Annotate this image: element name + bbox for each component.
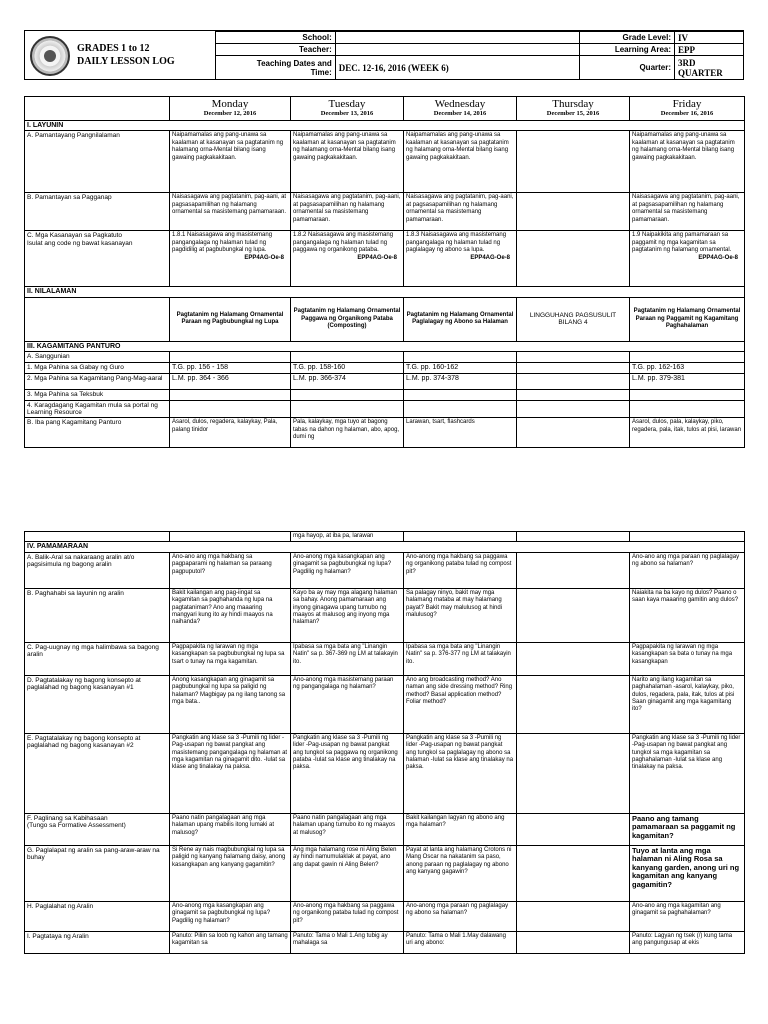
cell-guro-monday: T.G. pp. 156 - 158	[170, 362, 291, 373]
area-value: EPP	[675, 44, 744, 56]
cell-rc-monday: Pagpapakita ng larawan ng mga kasangkapan sa pagbubungkal ng lupa sa tsart o tunay na mga kagamitan.	[170, 642, 291, 675]
section-kagamitan: III. KAGAMITANG PANTURO	[25, 341, 745, 351]
cell-b-thursday	[517, 193, 630, 231]
cell-a-monday: Naipamamalas ang pang-unawa sa kaalaman at kasanayan sa pagtatanim ng halamang orna-Mental bilang isang gawaing pagkakakitaan.	[170, 131, 291, 193]
cell-rf-monday: Paano natin pangalagaan ang mga halaman upang mabilis itong lumaki at malusog?	[170, 813, 291, 845]
row-label-gabay-guro: 1. Mga Pahina sa Gabay ng Guro	[25, 362, 170, 373]
cell-b-monday: Naisasagawa ang pagtatanim, pag-aani, at pagsasapamilihan ng halamang ornamental sa masistemang pamamaraan.	[170, 193, 291, 231]
cell-rf-friday: Paano ang tamang pamamaraan sa paggamit ng kagamitan?	[630, 813, 745, 845]
row-label-pagtataya: I. Pagtataya ng Aralin	[25, 931, 170, 953]
cell-iba-thursday	[517, 418, 630, 448]
cell-rg-thursday	[517, 845, 630, 901]
cell-lm-friday: L.M. pp. 379-381	[630, 373, 745, 389]
teacher-value	[335, 44, 579, 56]
day-header-wednesday: Wednesday December 14, 2016	[404, 97, 517, 121]
cell-rd-monday: Anong kasangkapan ang ginagamit sa pagbubungkal ng lupa sa paligid ng halaman? Magbigay pa ng ilang tanong sa mga bata..	[170, 675, 291, 733]
cell-rh-tuesday: Ano-anong mga hakbang sa paggawa ng organikong pataba tulad ng compost pit?	[291, 901, 404, 931]
cell-nilalaman-label	[25, 297, 170, 341]
section-nilalaman: II. NILALAMAN	[25, 287, 745, 297]
cell-re-monday: Pangkatin ang klase sa 3 -Pumili ng lider -Pag-usapan ng bawat pangkat ang masistemang pangangalaga ng halaman at mga kagamitan na ginagamit dito. -Iulat sa klase ang tinalakay na paksa.	[170, 733, 291, 813]
cell-rd-wednesday: Ano ang broadcasting method? Ano naman ang side dressing method? Ring method? Basal application method? Foliar method?	[404, 675, 517, 733]
cell-rg-monday: Si Rene ay nais magbubungkal ng lupa sa paligid ng kanyang halamang daisy, anong kasangkapan ang kanyang gagamitin?	[170, 845, 291, 901]
row-label-paglalapat: G. Paglalapat ng aralin sa pang-araw-araw na buhay	[25, 845, 170, 901]
cell-rb-friday: Naiakita na ba kayo ng dulos? Paano o saan kaya maaaring gamitin ang dulos?	[630, 588, 745, 642]
cell-c-monday: 1.8.1 Naisasagawa ang masistemang pangangalaga ng halaman tulad ng pagdidilig at pagbubungkal ng lupa. EPP4AG-Oe-8	[170, 231, 291, 287]
cell-iba-monday: Asarol, dulos, regadera, kalaykay, Pala, palang tinidor	[170, 418, 291, 448]
cell-c-friday: 1.9 Naipakikita ang pamamaraan sa paggamit ng mga kagamitan sa pagtatanim ng halamang ornamental. EPP4AG-Oe-8	[630, 231, 745, 287]
cell-rb-wednesday: Sa palagay ninyo, bakit may mga halamang mataba at may halamang payat? Bakit may malulusog at hindi malulusog?	[404, 588, 517, 642]
cell-rh-friday: Ano-ano ang mga kagamitan ang ginagamit sa paghahalaman?	[630, 901, 745, 931]
row-label-kagamitang-mag-aaral: 2. Mga Pahina sa Kagamitang Pang-Mag-aaral	[25, 373, 170, 389]
row-label-paghahabi: B. Paghahabi sa layunin ng aralin	[25, 588, 170, 642]
row-label-sanggunian: A. Sanggunian	[25, 352, 170, 362]
cell-nilalaman-monday: Pagtatanim ng Halamang Ornamental Paraan ng Pagbubungkal ng Lupa	[170, 297, 291, 341]
cell-lm-wednesday: L.M. pp. 374-378	[404, 373, 517, 389]
cell-nilalaman-wednesday: Pagtatanim ng Halamang Ornamental Paglalagay ng Abono sa Halaman	[404, 297, 517, 341]
cell-ri-monday: Panuto: Piliin sa loob ng kahon ang tamang kagamitan sa	[170, 931, 291, 953]
cell-rh-monday: Ano-anong mga kasangkapan ang ginagamit sa pagbubungkal ng lupa? Pagdilig ng halaman?	[170, 901, 291, 931]
cell-c-tuesday: 1.8.2 Naisasagawa ang masistemang pangangalaga ng halaman tulad ng paggawa ng organikong pataba. EPP4AG-Oe-8	[291, 231, 404, 287]
row-label-pamantayan-sa-pagganap: B. Pamantayan sa Pagganap	[25, 193, 170, 231]
cell-rc-friday: Pagpapakita ng larawan ng mga kasangkapan sa bata o tunay na mga kasangkapan	[630, 642, 745, 675]
cell-iba-tuesday: Pala, kalaykay, mga tuyo at bagong tabas na dahon ng halaman, abo, apog, dumi ng	[291, 418, 404, 448]
cell-guro-thursday	[517, 362, 630, 373]
cell-rg-wednesday: Payat at lanta ang halamang Crotons ni Mang Oscar na nakatanim sa paso, anong paraan ng paglalagay ng abono ang kanyang gagawin?	[404, 845, 517, 901]
cell-b-wednesday: Naisasagawa ang pagtatanim, pag-aani, at pagsasapamilihan ng halamang ornamental sa masistemang pamamaraan.	[404, 193, 517, 231]
quarter-value: 3RD QUARTER	[675, 56, 744, 80]
cell-lm-thursday	[517, 373, 630, 389]
cell-b-tuesday: Naisasagawa ang pagtatanim, pag-aani, at pagsasapamilihan ng halamang ornamental sa masistemang pamamaraan.	[291, 193, 404, 231]
section-layunin: I. LAYUNIN	[25, 121, 745, 131]
area-label: Learning Area:	[580, 44, 675, 56]
cell-c-wednesday: 1.8.3 Naisasagawa ang masistemang pangangalaga ng halaman tulad ng paglalagay ng abono sa lupa. EPP4AG-Oe-8	[404, 231, 517, 287]
school-value	[335, 32, 579, 44]
cell-a-friday: Naipamamalas ang pang-unawa sa kaalaman at kasanayan sa pagtatanim ng halamang orna-Mental bilang isang gawaing pagkakakitaan.	[630, 131, 745, 193]
cell-ri-wednesday: Panuto: Tama o Mali 1.May dalawang uri ang abono:	[404, 931, 517, 953]
header-info-grid	[215, 31, 744, 79]
day-header-monday: Monday December 12, 2016	[170, 97, 291, 121]
day-header-tuesday: Tuesday December 13, 2016	[291, 97, 404, 121]
cell-ra-monday: Ano-ano ang mga hakbang sa pagpaparami ng halaman sa paraang pagpuputol?	[170, 552, 291, 588]
school-label: School:	[216, 32, 336, 44]
cell-b-friday: Naisasagawa ang pagtatanim, pag-aani, at pagsasapamilihan ng halamang ornamental sa masistemang pamamaraan.	[630, 193, 745, 231]
row-label-balik-aral: A. Balik-Aral sa nakaraang aralin at/o pagsisimula ng bagong aralin	[25, 552, 170, 588]
day-header-friday: Friday December 16, 2016	[630, 97, 745, 121]
day-header-thursday: Thursday December 15, 2016	[517, 97, 630, 121]
cell-lm-monday: L.M. pp. 364 - 366	[170, 373, 291, 389]
cell-guro-friday: T.G. pp. 162-163	[630, 362, 745, 373]
teacher-label: Teacher:	[216, 44, 336, 56]
cell-a-wednesday: Naipamamalas ang pang-unawa sa kaalaman at kasanayan sa pagtatanim ng halamang orna-Mental bilang isang gawaing pagkakakitaan.	[404, 131, 517, 193]
cell-a-tuesday: Naipamamalas ang pang-unawa sa kaalaman at kasanayan sa pagtatanim ng halamang orna-Mental bilang isang gawaing pagkakakitaan.	[291, 131, 404, 193]
cell-re-thursday	[517, 733, 630, 813]
cell-rf-thursday	[517, 813, 630, 845]
cell-rf-tuesday: Paano natin pangalagaan ang mga halaman upang tumubo ito ng maayos at malusog?	[291, 813, 404, 845]
cell-rd-thursday	[517, 675, 630, 733]
quarter-label: Quarter:	[580, 56, 675, 80]
section-pamamaraan: IV. PAMAMARAAN	[25, 542, 745, 552]
cell-re-wednesday: Pangkatin ang klase sa 3 -Pumili ng lider -Pag-usapan ng bawat pangkat ang tungkol sa paglalagay ng abono sa halaman -Iulat sa klase ang tinalakay na paksa.	[404, 733, 517, 813]
dates-value: DEC. 12-16, 2016 (WEEK 6)	[335, 56, 579, 80]
deped-seal-icon	[30, 36, 70, 76]
lesson-table-page-1	[24, 96, 744, 448]
grade-label: Grade Level:	[580, 32, 675, 44]
row-label-iba-pang-kagamitan: B. Iba pang Kagamitang Panturo	[25, 418, 170, 448]
cell-rh-wednesday: Ano-anong mga paraan ng paglalagay ng abono sa halaman?	[404, 901, 517, 931]
cell-nilalaman-friday: Pagtatanim ng Halamang Ornamental Paraan ng Paggamit ng Kagamitang Paghahalaman	[630, 297, 745, 341]
cell-ra-thursday	[517, 552, 630, 588]
row-label-paglalahat: H. Paglalahat ng Aralin	[25, 901, 170, 931]
grade-value: IV	[675, 32, 744, 44]
row-label-pagtatalakay-1: D. Pagtatalakay ng bagong konsepto at paglalahad ng bagong kasanayan #1	[25, 675, 170, 733]
row-label-teksbuk: 3. Mga Pahina sa Teksbuk	[25, 389, 170, 400]
cell-nilalaman-thursday: LINGGUHANG PAGSUSULIT BILANG 4	[517, 297, 630, 341]
cell-re-friday: Pangkatin ang klase sa 3 -Pumili ng lider -Pag-usapan ng bawat pangkat ang tungkol sa mga kagamitan sa paghahalaman -Iulat sa klase ang tinalakay na paksa.	[630, 733, 745, 813]
cell-ri-tuesday: Panuto: Tama o Mali 1.Ang tubig ay mahalaga sa	[291, 931, 404, 953]
cell-c-thursday	[517, 231, 630, 287]
cell-rc-tuesday: Ipabasa sa mga bata ang "Linangin Natin" sa p. 367-369 ng LM at talakayin ito.	[291, 642, 404, 675]
cell-rg-tuesday: Ang mga halamang rose ni Aling Belen ay hindi namumulaklak at payat, ano ang dapat gawin ni Aling Belen?	[291, 845, 404, 901]
corner-cell	[25, 97, 170, 121]
cell-ra-wednesday: Ano-anong mga hakbang sa paggawa ng organikong pataba tulad ng compost pit?	[404, 552, 517, 588]
cell-rc-wednesday: Ipabasa sa mga bata ang "Linangin Natin" sa p. 376-377 ng LM at talakayin ito.	[404, 642, 517, 675]
cell-a-thursday	[517, 131, 630, 193]
cell-ra-tuesday: Ano-anong mga kasangkapan ang ginagamit sa pagbubungkal ng lupa? Pagdilig ng halaman?	[291, 552, 404, 588]
cell-rh-thursday	[517, 901, 630, 931]
cell-rd-friday: Narito ang ilang kagamitan sa paghahalaman -asarol, kalaykay, piko, dulos, regadera, pala, itak, tulos at pisi Saan ginagamit ang mga kagamitang ito?	[630, 675, 745, 733]
cell-rb-monday: Bakit kailangan ang pag-iingat sa kagamitan sa paghahanda ng lupa na pagtataniman? Ano ang maaaring mangyari kung ito ay hindi maayos na naihanda?	[170, 588, 291, 642]
cell-rb-tuesday: Kayo ba ay may mga alagang halaman sa bahay. Anong pamamaraan ang inyong ginagawa upang tumubo ng maayos at malusog ang inyong mga halaman?	[291, 588, 404, 642]
cell-ri-thursday	[517, 931, 630, 953]
cell-rd-tuesday: Ano-anong mga masistemang paraan ng pangangalaga ng halaman?	[291, 675, 404, 733]
cell-nilalaman-tuesday: Pagtatanim ng Halamang Ornamental Paggawa ng Organikong Pataba (Composting)	[291, 297, 404, 341]
cell-re-tuesday: Pangkatin ang klase sa 3 -Pumili ng lider -Pag-usapan ng bawat pangkat ang tungkol sa paggawa ng organikong pataba -Iulat sa klase ang tinalakay na paksa.	[291, 733, 404, 813]
cell-rb-thursday	[517, 588, 630, 642]
cell-iba-tuesday-cont: mga hayop, at iba pa, larawan	[291, 532, 404, 542]
row-label-pamantayang-pangnilalaman: A. Pamantayang Pangnilalaman	[25, 131, 170, 193]
row-label-kasanayan: C. Mga Kasanayan sa Pagkatuto Isulat ang code ng bawat kasanayan	[25, 231, 170, 287]
row-label-pagtatalakay-2: E. Pagtatalakay ng bagong konsepto at paglalahad ng bagong kasanayan #2	[25, 733, 170, 813]
cell-guro-wednesday: T.G. pp. 160-162	[404, 362, 517, 373]
cell-guro-tuesday: T.G. pp. 158-160	[291, 362, 404, 373]
cell-rf-wednesday: Bakit kailangan lagyan ng abono ang mga halaman?	[404, 813, 517, 845]
cell-iba-friday: Asarol, dulos, pala, kalaykay, piko, regadera, pala, itak, tulos at pisi, larawan	[630, 418, 745, 448]
cell-lm-tuesday: L.M. pp. 366-374	[291, 373, 404, 389]
header-title: GRADES 1 to 12 DAILY LESSON LOG	[77, 43, 175, 67]
cell-rc-thursday	[517, 642, 630, 675]
cell-iba-wednesday: Larawan, tsart, flashcards	[404, 418, 517, 448]
cell-ri-friday: Panuto: Lagyan ng tsek (/) kung tama ang pangungusap at ekis	[630, 931, 745, 953]
row-label-pag-uugnay: C. Pag-uugnay ng mga halimbawa sa bagong aralin	[25, 642, 170, 675]
row-label-paglinang: F. Paglinang sa Kabihasaan (Tungo sa Formative Assessment)	[25, 813, 170, 845]
dates-label: Teaching Dates and Time:	[216, 56, 336, 80]
cell-rg-friday: Tuyo at lanta ang mga halaman ni Aling Rosa sa kanyang garden, anong uri ng kagamitan ang kanyang gagamitin?	[630, 845, 745, 901]
lesson-table-page-2	[24, 531, 744, 954]
cell-ra-friday: Ano-ano ang mga paraan ng paglalagay ng abono sa halaman?	[630, 552, 745, 588]
row-label-karagdagang-kagamitan: 4. Karagdagang Kagamitan mula sa portal ng Learning Resource	[25, 400, 170, 418]
lesson-log-header	[24, 30, 744, 80]
